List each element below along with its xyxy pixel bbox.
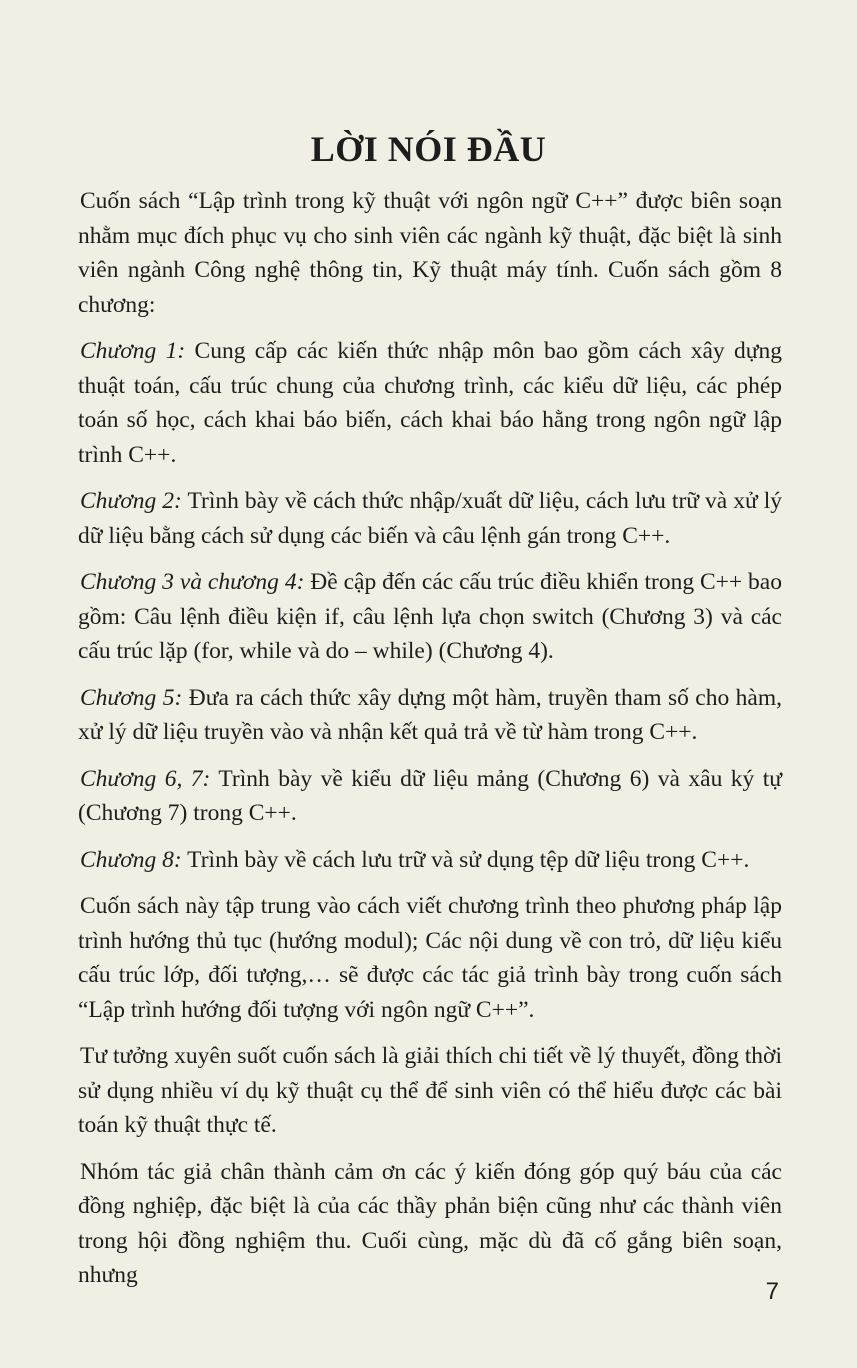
page-number: 7 (765, 1278, 779, 1305)
chapter-label: Chương 1: (80, 338, 186, 364)
paragraph-text: Trình bày về cách thức nhập/xuất dữ liệu, cách lưu trữ và xử lý dữ liệu bằng cách sử dụng các biến và câu lệnh gán trong C++. (78, 488, 783, 549)
chapter-label: Chương 8: (80, 846, 182, 873)
chapter-label: Chương 3 và chương 4: (80, 569, 305, 595)
paragraph-text: Nhóm tác giả chân thành cảm ơn các ý kiến đóng góp quý báu của các đồng nghiệp, đặc biệt là của các thầy phản biện cũng như các thành viên trong hội đồng nghiệm thu. Cuối cùng, mặc dù đã cố gắng biên soạn, nhưng (78, 1158, 782, 1288)
paragraph-scope (78, 889, 782, 1027)
paragraph-approach (78, 1039, 782, 1143)
paragraph-text: Cuốn sách này tập trung vào cách viết chương trình theo phương pháp lập trình hướng thủ tục (hướng modul); Các nội dung về con trỏ, dữ liệu kiểu cấu trúc lớp, đối tượng,… sẽ được các tác giả trình bày trong cuốn sách “Lập trình hướng đối tượng với ngôn ngữ C++”. (78, 893, 782, 1023)
paragraph-chapter-8 (78, 843, 782, 878)
page-title: LỜI NÓI ĐẦU (310, 129, 547, 169)
paragraph-chapter-2 (78, 484, 782, 553)
chapter-label: Chương 2: (80, 488, 182, 514)
chapter-label: Chương 5: (80, 684, 183, 711)
paragraph-intro (78, 184, 782, 322)
paragraph-text: Đưa ra cách thức xây dựng một hàm, truyền tham số cho hàm, xử lý dữ liệu truyền vào và nhận kết quả trả về từ hàm trong C++. (78, 684, 782, 745)
paragraph-text: Tư tưởng xuyên suốt cuốn sách là giải thích chi tiết về lý thuyết, đồng thời sử dụng nhiều ví dụ kỹ thuật cụ thể để sinh viên có thể hiểu được các bài toán kỹ thuật thực tế. (78, 1043, 782, 1138)
paragraph-text: Cuốn sách “Lập trình trong kỹ thuật với ngôn ngữ C++” được biên soạn nhằm mục đích phục vụ cho sinh viên các ngành kỹ thuật, đặc biệt là sinh viên ngành Công nghệ thông tin, Kỹ thuật máy tính. Cuốn sách gồm 8 chương: (78, 188, 782, 318)
paragraph-chapter-6-7 (78, 762, 782, 831)
chapter-label: Chương 6, 7: (80, 765, 211, 792)
paragraph-chapter-5 (78, 681, 782, 750)
paragraph-text: Cung cấp các kiến thức nhập môn bao gồm cách xây dựng thuật toán, cấu trúc chung của chương trình, các kiểu dữ liệu, các phép toán số học, cách khai báo biến, cách khai báo hằng trong ngôn ngữ lập trình C++. (78, 338, 782, 468)
paragraph-text: Trình bày về kiểu dữ liệu mảng (Chương 6) và xâu ký tự (Chương 7) trong C++. (78, 765, 782, 826)
paragraph-chapter-3-4 (78, 565, 782, 669)
preface-body (78, 184, 782, 1305)
paragraph-text: Trình bày về cách lưu trữ và sử dụng tệp dữ liệu trong C++. (181, 846, 750, 873)
paragraph-text: Đề cập đến các cấu trúc điều khiển trong C++ bao gồm: Câu lệnh điều kiện if, câu lệnh lựa chọn switch (Chương 3) và các cấu trúc lặp (for, while và do – while) (Chương 4). (78, 569, 782, 664)
paragraph-chapter-1 (78, 334, 782, 472)
paragraph-acknowledgement (78, 1155, 782, 1293)
